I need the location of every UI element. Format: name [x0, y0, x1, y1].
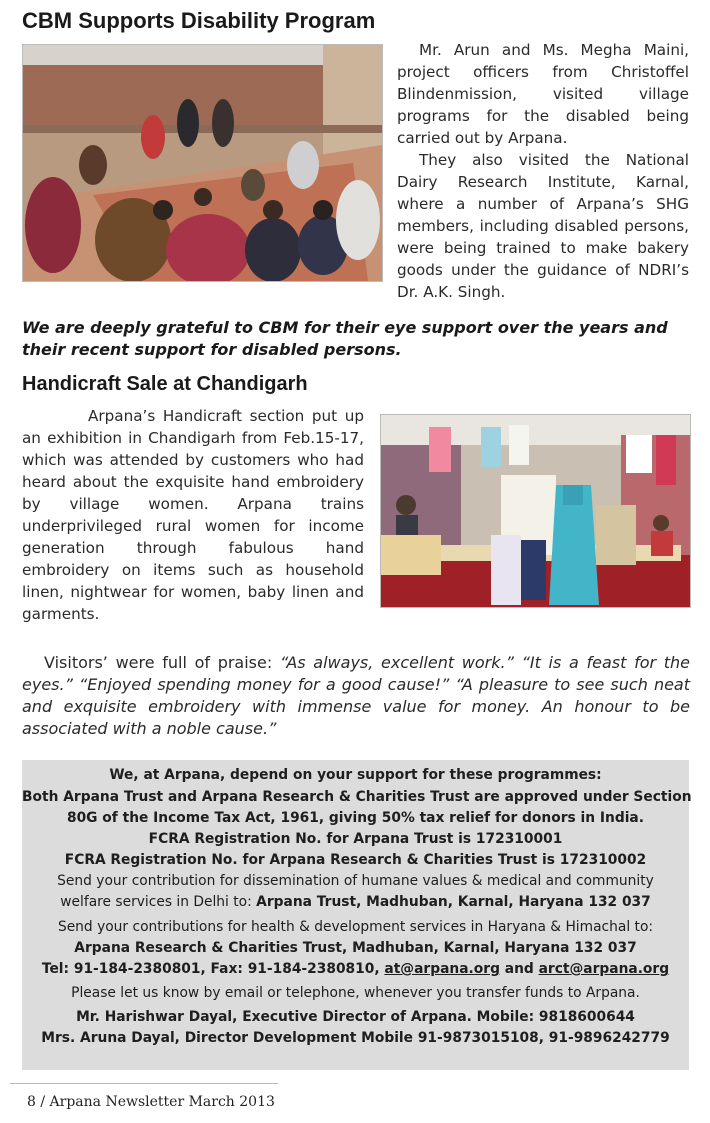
delhi-contribution-line-1: Send your contribution for dissemination of humane values & medical and community	[57, 873, 654, 889]
page-footer: 8 / Arpana Newsletter March 2013	[27, 1094, 275, 1110]
footer-divider	[10, 1083, 278, 1084]
cbm-paragraph-2: They also visited the National Dairy Research Institute, Karnal, where a number of Arpana’s SHG members, including disabled persons, were being trained to make bakery goods under the guidance of NDRI’s Dr. A.K. Singh.	[397, 151, 689, 301]
fcra-research-trust: FCRA Registration No. for Arpana Research & Charities Trust is 172310002	[64, 852, 647, 868]
visitors-intro: Visitors’ were full of praise:	[44, 653, 280, 672]
cbm-article-text	[397, 39, 689, 303]
transfer-notice: Please let us know by email or telephone, whenever you transfer funds to Arpana.	[71, 985, 640, 1001]
research-trust-address: Arpana Research & Charities Trust, Madhuban, Karnal, Haryana 132 037	[74, 940, 637, 956]
handicraft-exhibition-photo	[380, 414, 691, 608]
email-link-at-arpana[interactable]: at@arpana.org	[384, 961, 500, 977]
cbm-gratitude-note: We are deeply grateful to CBM for their eye support over the years and their recent support for disabled persons.	[22, 318, 668, 359]
handicraft-paragraph-1: Arpana’s Handicraft section put up an exhibition in Chandigarh from Feb.15-17, which was attended by customers who had heard about the exquisite hand embroidery by village women. Arpana trains underprivileged rural women for income generation through fabulous hand embroidery on items such as household linen, nightwear for women, baby linen and garments.	[22, 407, 364, 623]
delhi-contribution-address: Arpana Trust, Madhuban, Karnal, Haryana 132 037	[256, 894, 651, 910]
delhi-contribution-lead: welfare services in Delhi to:	[60, 894, 257, 910]
visitor-praise	[22, 652, 690, 740]
handicraft-section-title: Handicraft Sale at Chandigarh	[22, 373, 308, 395]
support-appeal-box	[22, 760, 692, 1070]
cbm-paragraph-1: Mr. Arun and Ms. Megha Maini, project officers from Christoffel Blindenmission, visited village programs for the disabled being carried out by Arpana.	[397, 41, 689, 147]
village-meeting-photo	[22, 44, 383, 282]
cbm-section-title: CBM Supports Disability Program	[22, 8, 376, 33]
tax-approval-line-2: 80G of the Income Tax Act, 1961, giving 50% tax relief for donors in India.	[66, 810, 644, 826]
handicraft-article-text	[22, 405, 364, 625]
email-joiner: and	[499, 961, 539, 977]
contact-tel-fax: Tel: 91-184-2380801, Fax: 91-184-2380810,	[41, 961, 385, 977]
visitor-quotes: “As always, excellent work.” “It is a feast for the eyes.” “Enjoyed spending money for a good cause!” “A pleasure to see such neat and exquisite embroidery with immense value for money. An honour to be associated with a noble cause.”	[22, 653, 691, 738]
fcra-arpana-trust: FCRA Registration No. for Arpana Trust is 172310001	[148, 831, 563, 847]
director-development-contact: Mrs. Aruna Dayal, Director Development Mobile 91-9873015108, 91-9896242779	[41, 1030, 670, 1046]
haryana-contribution-line: Send your contributions for health & development services in Haryana & Himachal to:	[57, 919, 654, 935]
support-heading: We, at Arpana, depend on your support for these programmes:	[109, 767, 602, 783]
tax-approval-line-1: Both Arpana Trust and Arpana Research & Charities Trust are approved under Section	[22, 789, 692, 805]
email-link-arct-arpana[interactable]: arct@arpana.org	[538, 961, 670, 977]
executive-director-contact: Mr. Harishwar Dayal, Executive Director of Arpana. Mobile: 9818600644	[76, 1009, 635, 1025]
